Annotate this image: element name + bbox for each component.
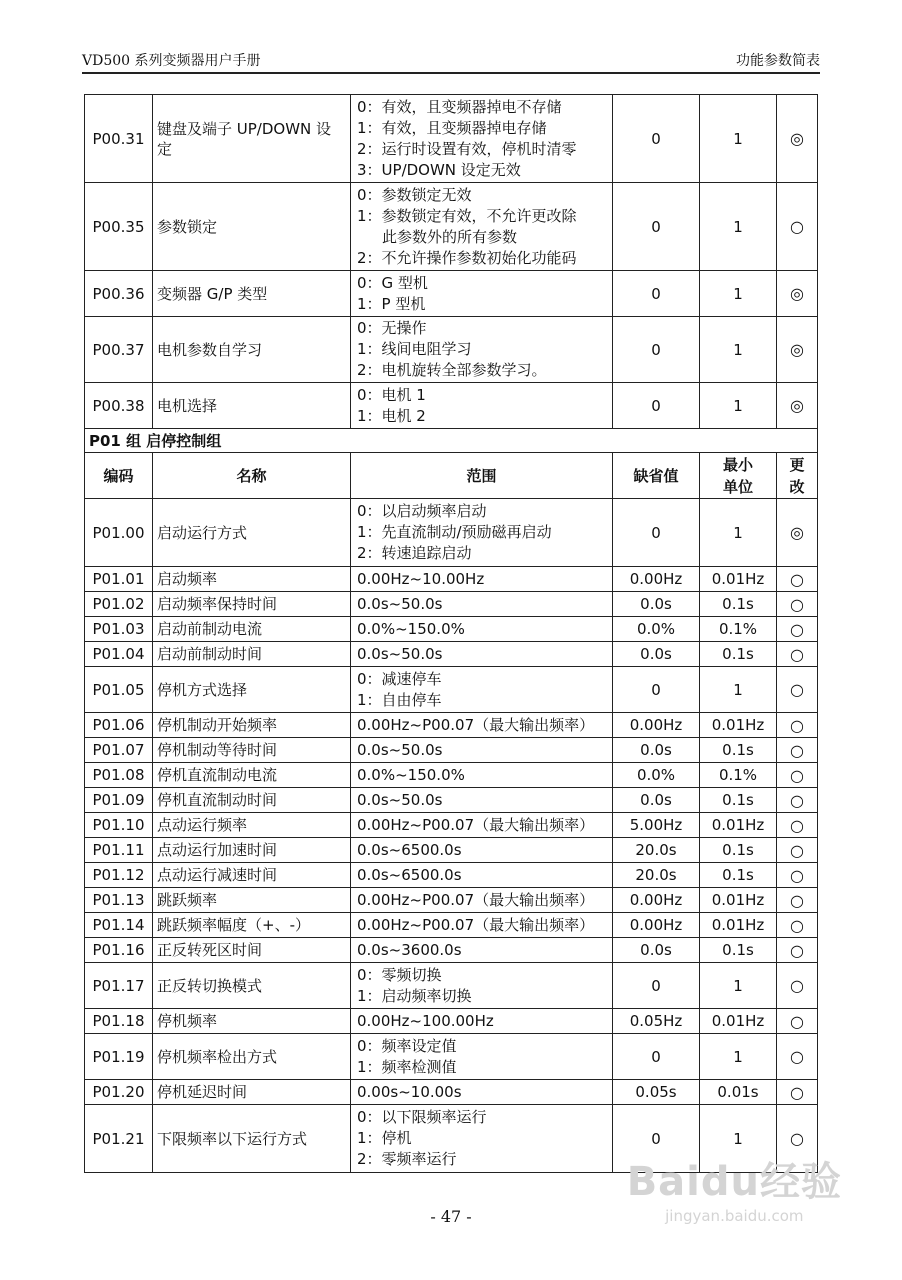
range-line: 0：以启动频率启动 (357, 502, 487, 520)
range-line: 0.0s~6500.0s (357, 840, 462, 859)
range-line: 1：电机 2 (357, 406, 426, 425)
param-range (351, 788, 613, 813)
param-range (351, 383, 613, 429)
param-default: 0 (613, 1105, 700, 1173)
range-line: 0：参数锁定无效 (357, 185, 472, 204)
param-default: 5.00Hz (613, 813, 700, 838)
param-default: 0 (613, 1034, 700, 1080)
param-name: 点动运行减速时间 (153, 863, 351, 888)
param-default: 0 (613, 667, 700, 713)
param-default: 0 (613, 183, 700, 271)
param-unit: 0.1% (700, 763, 777, 788)
param-range (351, 813, 613, 838)
range-line: 1：频率检测值 (357, 1057, 457, 1076)
param-unit: 1 (700, 183, 777, 271)
param-code: P01.12 (85, 863, 153, 888)
param-range (351, 617, 613, 642)
change-symbol: ○ (777, 592, 818, 617)
range-line: 0.0s~3600.0s (357, 940, 462, 959)
range-line: 2：不允许操作参数初始化功能码 (357, 248, 577, 267)
col-unit (700, 453, 777, 499)
table-row (85, 713, 818, 738)
param-unit: 0.01Hz (700, 567, 777, 592)
param-range (351, 1105, 613, 1173)
change-symbol: ○ (777, 788, 818, 813)
col-unit-line2: 单位 (722, 477, 753, 496)
param-range (351, 95, 613, 183)
header-section: 功能参数简表 (736, 53, 820, 69)
change-symbol: ○ (777, 1034, 818, 1080)
param-unit: 1 (700, 317, 777, 383)
param-unit: 0.1s (700, 738, 777, 763)
param-name: 正反转死区时间 (153, 938, 351, 963)
range-line: 1：启动频率切换 (357, 986, 472, 1005)
param-name: 启动频率 (153, 567, 351, 592)
table-row (85, 863, 818, 888)
param-name: 电机选择 (153, 383, 351, 429)
param-unit: 0.1s (700, 863, 777, 888)
change-symbol: ○ (777, 567, 818, 592)
range-line: 0.0s~50.0s (357, 740, 443, 759)
param-name: 停机制动等待时间 (153, 738, 351, 763)
param-default: 0.0s (613, 642, 700, 667)
table-row (85, 667, 818, 713)
param-default: 20.0s (613, 838, 700, 863)
param-code: P01.03 (85, 617, 153, 642)
range-line: 0：电机 1 (357, 385, 426, 404)
param-default: 0 (613, 317, 700, 383)
param-code: P01.19 (85, 1034, 153, 1080)
range-line: 0：以下限频率运行 (357, 1108, 487, 1126)
param-code: P01.02 (85, 592, 153, 617)
param-unit: 0.01s (700, 1080, 777, 1105)
group-row (85, 429, 818, 453)
watermark-url: jingyan.baidu.com (665, 1207, 804, 1225)
change-symbol: ○ (777, 838, 818, 863)
range-line: 0.00Hz~P00.07（最大输出频率） (357, 715, 595, 734)
table-row (85, 763, 818, 788)
param-range (351, 713, 613, 738)
range-line: 1：停机 (357, 1129, 412, 1147)
table-row (85, 271, 818, 317)
param-code: P00.35 (85, 183, 153, 271)
param-code: P00.38 (85, 383, 153, 429)
change-symbol: ○ (777, 617, 818, 642)
table-row (85, 888, 818, 913)
range-line: 0.0%~150.0% (357, 765, 465, 784)
param-name: 启动频率保持时间 (153, 592, 351, 617)
col-change-line1: 更 (789, 455, 805, 474)
param-unit: 1 (700, 963, 777, 1009)
param-range (351, 963, 613, 1009)
param-default: 0.0% (613, 763, 700, 788)
param-range (351, 1080, 613, 1105)
range-line: 1：先直流制动/预励磁再启动 (357, 523, 552, 541)
change-symbol: ◎ (777, 383, 818, 429)
page-header (82, 50, 820, 72)
range-line: 0.00Hz~10.00Hz (357, 569, 485, 588)
param-name: 启动前制动时间 (153, 642, 351, 667)
param-code: P00.31 (85, 95, 153, 183)
param-name: 变频器 G/P 类型 (153, 271, 351, 317)
parameter-table (84, 94, 818, 1173)
range-line: 0.00Hz~100.00Hz (357, 1011, 494, 1030)
table-row (85, 383, 818, 429)
table-row (85, 183, 818, 271)
table-row (85, 788, 818, 813)
param-range (351, 567, 613, 592)
param-code: P01.11 (85, 838, 153, 863)
param-code: P01.06 (85, 713, 153, 738)
param-code: P01.14 (85, 913, 153, 938)
param-default: 0.00Hz (613, 888, 700, 913)
param-code: P01.00 (85, 499, 153, 567)
param-unit: 1 (700, 95, 777, 183)
table-row (85, 1080, 818, 1105)
param-code: P00.37 (85, 317, 153, 383)
col-change (777, 453, 818, 499)
param-default: 0.0s (613, 788, 700, 813)
param-range (351, 499, 613, 567)
range-line: 0.0s~50.0s (357, 790, 443, 809)
range-line: 2：转速追踪启动 (357, 544, 472, 562)
range-line: 0.0%~150.0% (357, 619, 465, 638)
param-unit: 0.01Hz (700, 913, 777, 938)
param-range (351, 271, 613, 317)
change-symbol: ○ (777, 963, 818, 1009)
param-range (351, 667, 613, 713)
range-line: 2：运行时设置有效，停机时清零 (357, 139, 577, 158)
param-default: 0.05Hz (613, 1009, 700, 1034)
param-range (351, 592, 613, 617)
range-line: 0.00Hz~P00.07（最大输出频率） (357, 890, 595, 909)
range-line: 0：无操作 (357, 319, 427, 337)
param-name: 停机延迟时间 (153, 1080, 351, 1105)
param-range (351, 888, 613, 913)
table-row (85, 963, 818, 1009)
change-symbol: ○ (777, 667, 818, 713)
param-name: 下限频率以下运行方式 (153, 1105, 351, 1173)
range-line: 3：UP/DOWN 设定无效 (357, 160, 521, 179)
param-name: 停机直流制动时间 (153, 788, 351, 813)
param-unit: 0.1% (700, 617, 777, 642)
param-default: 0.0s (613, 738, 700, 763)
change-symbol: ○ (777, 913, 818, 938)
param-range (351, 317, 613, 383)
param-name: 点动运行频率 (153, 813, 351, 838)
table-row (85, 813, 818, 838)
range-line: 0.0s~50.0s (357, 594, 443, 613)
param-unit: 1 (700, 1034, 777, 1080)
param-range (351, 913, 613, 938)
range-line: 0：G 型机 (357, 273, 428, 292)
range-line: 0：频率设定值 (357, 1036, 457, 1055)
group-title: P01 组 启停控制组 (85, 429, 818, 453)
param-unit: 1 (700, 667, 777, 713)
change-symbol: ◎ (777, 499, 818, 567)
param-name: 参数锁定 (153, 183, 351, 271)
range-line: 此参数外的所有参数 (382, 227, 518, 246)
change-symbol: ○ (777, 1080, 818, 1105)
param-name: 停机方式选择 (153, 667, 351, 713)
range-line: 0.00Hz~P00.07（最大输出频率） (357, 915, 595, 934)
param-unit: 0.01Hz (700, 713, 777, 738)
change-symbol: ○ (777, 642, 818, 667)
col-name: 名称 (153, 453, 351, 499)
change-symbol: ◎ (777, 271, 818, 317)
change-symbol: ○ (777, 813, 818, 838)
param-code: P00.36 (85, 271, 153, 317)
param-name: 停机频率检出方式 (153, 1034, 351, 1080)
range-line: 1：自由停车 (357, 690, 442, 709)
param-unit: 0.1s (700, 592, 777, 617)
table-row (85, 592, 818, 617)
param-name: 启动运行方式 (153, 499, 351, 567)
param-default: 20.0s (613, 863, 700, 888)
range-line: 1：P 型机 (357, 294, 426, 313)
param-default: 0.0s (613, 938, 700, 963)
range-line: 1：线间电阻学习 (357, 340, 472, 358)
param-default: 0 (613, 383, 700, 429)
param-code: P01.21 (85, 1105, 153, 1173)
param-name: 正反转切换模式 (153, 963, 351, 1009)
param-default: 0.05s (613, 1080, 700, 1105)
param-name: 停机制动开始频率 (153, 713, 351, 738)
param-range (351, 1034, 613, 1080)
param-unit: 0.01Hz (700, 888, 777, 913)
param-range (351, 183, 613, 271)
range-line: 0：减速停车 (357, 669, 442, 688)
change-symbol: ◎ (777, 317, 818, 383)
param-range (351, 738, 613, 763)
range-line: 2：电机旋转全部参数学习。 (357, 361, 547, 379)
table-row (85, 95, 818, 183)
range-line: 0：有效，且变频器掉电不存储 (357, 97, 562, 116)
param-range (351, 763, 613, 788)
table-row (85, 317, 818, 383)
param-code: P01.01 (85, 567, 153, 592)
param-name: 跳跃频率幅度（+、-） (153, 913, 351, 938)
table-row (85, 642, 818, 667)
param-default: 0.00Hz (613, 913, 700, 938)
change-symbol: ○ (777, 938, 818, 963)
param-name: 电机参数自学习 (153, 317, 351, 383)
page-number: - 47 - (430, 1207, 472, 1226)
range-line: 1：参数锁定有效，不允许更改除 (357, 206, 577, 225)
table-row (85, 567, 818, 592)
param-default: 0.00Hz (613, 567, 700, 592)
param-range (351, 938, 613, 963)
range-line: 0.00Hz~P00.07（最大输出频率） (357, 815, 595, 834)
param-unit: 1 (700, 1105, 777, 1173)
param-default: 0 (613, 499, 700, 567)
param-name: 停机直流制动电流 (153, 763, 351, 788)
param-unit: 0.01Hz (700, 1009, 777, 1034)
change-symbol: ○ (777, 738, 818, 763)
param-unit: 0.1s (700, 938, 777, 963)
column-header-row (85, 453, 818, 499)
param-default: 0.00Hz (613, 713, 700, 738)
range-line: 0.00s~10.00s (357, 1082, 462, 1101)
param-code: P01.08 (85, 763, 153, 788)
param-code: P01.04 (85, 642, 153, 667)
param-code: P01.10 (85, 813, 153, 838)
param-default: 0 (613, 271, 700, 317)
table-row (85, 617, 818, 642)
param-code: P01.20 (85, 1080, 153, 1105)
range-line: 0.0s~6500.0s (357, 865, 462, 884)
range-line: 0.0s~50.0s (357, 644, 443, 663)
table-row (85, 1009, 818, 1034)
param-default: 0 (613, 95, 700, 183)
header-divider (82, 72, 820, 74)
param-unit: 0.1s (700, 788, 777, 813)
header-title: VD500 系列变频器用户手册 (82, 53, 261, 69)
param-range (351, 838, 613, 863)
param-name: 跳跃频率 (153, 888, 351, 913)
param-default: 0.0s (613, 592, 700, 617)
table-row (85, 1034, 818, 1080)
change-symbol: ○ (777, 1105, 818, 1173)
param-unit: 0.1s (700, 838, 777, 863)
param-code: P01.16 (85, 938, 153, 963)
param-code: P01.07 (85, 738, 153, 763)
param-code: P01.13 (85, 888, 153, 913)
param-code: P01.18 (85, 1009, 153, 1034)
param-name: 启动前制动电流 (153, 617, 351, 642)
param-name: 键盘及端子 UP/DOWN 设定 (153, 95, 351, 183)
param-code: P01.05 (85, 667, 153, 713)
param-code: P01.17 (85, 963, 153, 1009)
range-line: 2：零频率运行 (357, 1150, 457, 1168)
table-row (85, 738, 818, 763)
table-row (85, 938, 818, 963)
change-symbol: ○ (777, 713, 818, 738)
table-row (85, 838, 818, 863)
table-row (85, 499, 818, 567)
col-range: 范围 (351, 453, 613, 499)
param-unit: 0.1s (700, 642, 777, 667)
param-default: 0.0% (613, 617, 700, 642)
param-name: 停机频率 (153, 1009, 351, 1034)
col-unit-line1: 最小 (722, 455, 753, 474)
param-code: P01.09 (85, 788, 153, 813)
change-symbol: ○ (777, 183, 818, 271)
col-change-line2: 改 (789, 477, 805, 496)
change-symbol: ○ (777, 863, 818, 888)
range-line: 1：有效，且变频器掉电存储 (357, 118, 547, 137)
param-name: 点动运行加速时间 (153, 838, 351, 863)
change-symbol: ○ (777, 1009, 818, 1034)
change-symbol: ○ (777, 763, 818, 788)
param-range (351, 863, 613, 888)
param-default: 0 (613, 963, 700, 1009)
param-unit: 1 (700, 499, 777, 567)
param-range (351, 642, 613, 667)
table-row (85, 913, 818, 938)
watermark-brand: Baidu经验 (626, 1159, 842, 1205)
watermark (627, 1150, 842, 1225)
param-unit: 1 (700, 383, 777, 429)
col-code: 编码 (85, 453, 153, 499)
col-default: 缺省值 (613, 453, 700, 499)
param-range (351, 1009, 613, 1034)
param-unit: 1 (700, 271, 777, 317)
change-symbol: ○ (777, 888, 818, 913)
range-line: 0：零频切换 (357, 965, 442, 984)
param-unit: 0.01Hz (700, 813, 777, 838)
change-symbol: ◎ (777, 95, 818, 183)
